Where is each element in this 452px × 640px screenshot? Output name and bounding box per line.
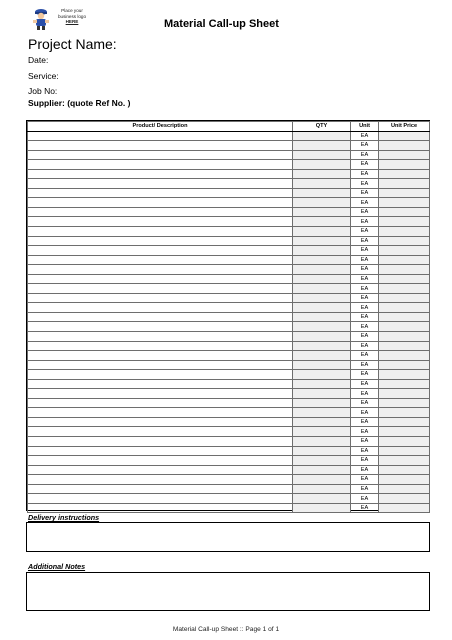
unit-cell: EA <box>351 465 379 475</box>
description-cell[interactable] <box>28 370 293 380</box>
unit-cell: EA <box>351 456 379 466</box>
delivery-instructions-box[interactable] <box>26 522 430 552</box>
table-row <box>28 265 430 275</box>
qty-cell[interactable] <box>293 217 351 227</box>
unit-price-cell[interactable] <box>379 427 430 437</box>
qty-cell[interactable] <box>293 255 351 265</box>
qty-cell[interactable] <box>293 179 351 189</box>
table-row <box>28 437 430 447</box>
qty-cell[interactable] <box>293 475 351 485</box>
qty-cell[interactable] <box>293 188 351 198</box>
table-row <box>28 370 430 380</box>
unit-cell: EA <box>351 331 379 341</box>
header-qty: QTY <box>293 122 351 132</box>
description-cell[interactable] <box>28 465 293 475</box>
table-row <box>28 246 430 256</box>
description-cell[interactable] <box>28 408 293 418</box>
unit-cell: EA <box>351 389 379 399</box>
description-cell[interactable] <box>28 303 293 313</box>
description-cell[interactable] <box>28 427 293 437</box>
unit-cell: EA <box>351 169 379 179</box>
unit-cell: EA <box>351 312 379 322</box>
unit-price-cell[interactable] <box>379 503 430 513</box>
description-cell[interactable] <box>28 456 293 466</box>
unit-cell: EA <box>351 341 379 351</box>
description-cell[interactable] <box>28 446 293 456</box>
qty-cell[interactable] <box>293 141 351 151</box>
description-cell[interactable] <box>28 475 293 485</box>
qty-cell[interactable] <box>293 322 351 332</box>
unit-price-cell[interactable] <box>379 226 430 236</box>
description-cell[interactable] <box>28 351 293 361</box>
description-cell[interactable] <box>28 265 293 275</box>
description-cell[interactable] <box>28 207 293 217</box>
table-row <box>28 293 430 303</box>
qty-cell[interactable] <box>293 284 351 294</box>
unit-cell: EA <box>351 303 379 313</box>
unit-price-cell[interactable] <box>379 341 430 351</box>
table-row <box>28 131 430 141</box>
table-header-row <box>28 122 430 132</box>
unit-price-cell[interactable] <box>379 169 430 179</box>
project-name-label: Project Name: <box>28 36 117 52</box>
unit-cell: EA <box>351 150 379 160</box>
unit-price-cell[interactable] <box>379 255 430 265</box>
qty-cell[interactable] <box>293 465 351 475</box>
qty-cell[interactable] <box>293 341 351 351</box>
description-cell[interactable] <box>28 484 293 494</box>
unit-cell: EA <box>351 408 379 418</box>
unit-cell: EA <box>351 322 379 332</box>
description-cell[interactable] <box>28 389 293 399</box>
worker-mascot-icon <box>30 7 52 31</box>
additional-notes-box[interactable] <box>26 572 430 611</box>
description-cell[interactable] <box>28 131 293 141</box>
table-row <box>28 255 430 265</box>
table-row <box>28 341 430 351</box>
qty-cell[interactable] <box>293 169 351 179</box>
unit-price-cell[interactable] <box>379 465 430 475</box>
qty-cell[interactable] <box>293 293 351 303</box>
description-cell[interactable] <box>28 284 293 294</box>
qty-cell[interactable] <box>293 484 351 494</box>
qty-cell[interactable] <box>293 389 351 399</box>
table-row <box>28 284 430 294</box>
service-field: Service: <box>28 71 59 81</box>
description-cell[interactable] <box>28 160 293 170</box>
unit-price-cell[interactable] <box>379 331 430 341</box>
unit-cell: EA <box>351 398 379 408</box>
qty-cell[interactable] <box>293 226 351 236</box>
job-no-field: Job No: <box>28 86 58 96</box>
qty-cell[interactable] <box>293 303 351 313</box>
unit-cell: EA <box>351 484 379 494</box>
table-row <box>28 494 430 504</box>
document-title: Material Call-up Sheet <box>164 18 279 30</box>
table-row <box>28 446 430 456</box>
table-row <box>28 207 430 217</box>
unit-price-cell[interactable] <box>379 437 430 447</box>
unit-price-cell[interactable] <box>379 207 430 217</box>
unit-cell: EA <box>351 226 379 236</box>
qty-cell[interactable] <box>293 312 351 322</box>
unit-cell: EA <box>351 293 379 303</box>
unit-price-cell[interactable] <box>379 370 430 380</box>
unit-cell: EA <box>351 437 379 447</box>
unit-cell: EA <box>351 351 379 361</box>
description-cell[interactable] <box>28 437 293 447</box>
description-cell[interactable] <box>28 179 293 189</box>
unit-cell: EA <box>351 417 379 427</box>
unit-cell: EA <box>351 207 379 217</box>
unit-price-cell[interactable] <box>379 303 430 313</box>
description-cell[interactable] <box>28 312 293 322</box>
table-row <box>28 398 430 408</box>
table-row <box>28 408 430 418</box>
table-row <box>28 312 430 322</box>
qty-cell[interactable] <box>293 370 351 380</box>
table-row <box>28 198 430 208</box>
unit-price-cell[interactable] <box>379 351 430 361</box>
table-row <box>28 484 430 494</box>
unit-cell: EA <box>351 179 379 189</box>
qty-cell[interactable] <box>293 131 351 141</box>
table-row <box>28 169 430 179</box>
table-row <box>28 503 430 513</box>
unit-price-cell[interactable] <box>379 379 430 389</box>
table-row <box>28 351 430 361</box>
qty-cell[interactable] <box>293 494 351 504</box>
delivery-instructions-label: Delivery instructions <box>28 513 100 522</box>
unit-cell: EA <box>351 379 379 389</box>
table-row <box>28 236 430 246</box>
business-logo <box>30 7 90 31</box>
unit-price-cell[interactable] <box>379 484 430 494</box>
unit-cell: EA <box>351 188 379 198</box>
description-cell[interactable] <box>28 360 293 370</box>
description-cell[interactable] <box>28 226 293 236</box>
additional-notes-label: Additional Notes <box>28 562 86 571</box>
unit-cell: EA <box>351 370 379 380</box>
description-cell[interactable] <box>28 398 293 408</box>
unit-price-cell[interactable] <box>379 236 430 246</box>
description-cell[interactable] <box>28 293 293 303</box>
qty-cell[interactable] <box>293 265 351 275</box>
header-unit: Unit <box>351 122 379 132</box>
date-field: Date: <box>28 55 49 65</box>
description-cell[interactable] <box>28 341 293 351</box>
page-footer: Material Call-up Sheet :: Page 1 of 1 <box>172 626 280 633</box>
table-row <box>28 360 430 370</box>
table-row <box>28 389 430 399</box>
unit-cell: EA <box>351 160 379 170</box>
table-row <box>28 141 430 151</box>
qty-cell[interactable] <box>293 351 351 361</box>
table-row <box>28 456 430 466</box>
table-row <box>28 303 430 313</box>
unit-price-cell[interactable] <box>379 265 430 275</box>
unit-price-cell[interactable] <box>379 408 430 418</box>
description-cell[interactable] <box>28 246 293 256</box>
unit-price-cell[interactable] <box>379 160 430 170</box>
unit-cell: EA <box>351 475 379 485</box>
table-row <box>28 217 430 227</box>
qty-cell[interactable] <box>293 398 351 408</box>
qty-cell[interactable] <box>293 456 351 466</box>
qty-cell[interactable] <box>293 207 351 217</box>
description-cell[interactable] <box>28 217 293 227</box>
header-product-description: Product/ Description <box>28 122 293 132</box>
unit-cell: EA <box>351 255 379 265</box>
unit-price-cell[interactable] <box>379 131 430 141</box>
unit-price-cell[interactable] <box>379 446 430 456</box>
description-cell[interactable] <box>28 379 293 389</box>
table-row <box>28 427 430 437</box>
qty-cell[interactable] <box>293 379 351 389</box>
unit-cell: EA <box>351 274 379 284</box>
unit-price-cell[interactable] <box>379 494 430 504</box>
description-cell[interactable] <box>28 188 293 198</box>
unit-price-cell[interactable] <box>379 475 430 485</box>
qty-cell[interactable] <box>293 331 351 341</box>
qty-cell[interactable] <box>293 360 351 370</box>
unit-price-cell[interactable] <box>379 360 430 370</box>
unit-price-cell[interactable] <box>379 284 430 294</box>
description-cell[interactable] <box>28 417 293 427</box>
unit-price-cell[interactable] <box>379 150 430 160</box>
unit-price-cell[interactable] <box>379 417 430 427</box>
unit-price-cell[interactable] <box>379 322 430 332</box>
description-cell[interactable] <box>28 503 293 513</box>
unit-price-cell[interactable] <box>379 198 430 208</box>
table-row <box>28 188 430 198</box>
qty-cell[interactable] <box>293 150 351 160</box>
table-row <box>28 150 430 160</box>
logo-placeholder-text: Place your business logo HERE <box>57 8 87 25</box>
unit-price-cell[interactable] <box>379 179 430 189</box>
unit-cell: EA <box>351 360 379 370</box>
unit-price-cell[interactable] <box>379 389 430 399</box>
qty-cell[interactable] <box>293 274 351 284</box>
unit-price-cell[interactable] <box>379 293 430 303</box>
unit-cell: EA <box>351 217 379 227</box>
qty-cell[interactable] <box>293 236 351 246</box>
unit-cell: EA <box>351 246 379 256</box>
description-cell[interactable] <box>28 274 293 284</box>
unit-cell: EA <box>351 131 379 141</box>
description-cell[interactable] <box>28 322 293 332</box>
description-cell[interactable] <box>28 236 293 246</box>
unit-cell: EA <box>351 503 379 513</box>
unit-price-cell[interactable] <box>379 312 430 322</box>
table-row <box>28 226 430 236</box>
unit-price-cell[interactable] <box>379 398 430 408</box>
unit-cell: EA <box>351 141 379 151</box>
qty-cell[interactable] <box>293 198 351 208</box>
header-unit-price: Unit Price <box>379 122 430 132</box>
unit-cell: EA <box>351 198 379 208</box>
table-row <box>28 331 430 341</box>
unit-price-cell[interactable] <box>379 456 430 466</box>
unit-price-cell[interactable] <box>379 246 430 256</box>
unit-cell: EA <box>351 265 379 275</box>
qty-cell[interactable] <box>293 246 351 256</box>
qty-cell[interactable] <box>293 437 351 447</box>
description-cell[interactable] <box>28 331 293 341</box>
table-row <box>28 322 430 332</box>
qty-cell[interactable] <box>293 503 351 513</box>
unit-cell: EA <box>351 427 379 437</box>
table-row <box>28 465 430 475</box>
description-cell[interactable] <box>28 198 293 208</box>
qty-cell[interactable] <box>293 160 351 170</box>
description-cell[interactable] <box>28 150 293 160</box>
unit-cell: EA <box>351 494 379 504</box>
description-cell[interactable] <box>28 169 293 179</box>
unit-cell: EA <box>351 284 379 294</box>
unit-price-cell[interactable] <box>379 274 430 284</box>
table-row <box>28 160 430 170</box>
table-row <box>28 417 430 427</box>
qty-cell[interactable] <box>293 446 351 456</box>
table-row <box>28 274 430 284</box>
unit-price-cell[interactable] <box>379 141 430 151</box>
table-row <box>28 379 430 389</box>
materials-table <box>26 120 430 511</box>
unit-price-cell[interactable] <box>379 217 430 227</box>
description-cell[interactable] <box>28 141 293 151</box>
table-row <box>28 475 430 485</box>
qty-cell[interactable] <box>293 427 351 437</box>
description-cell[interactable] <box>28 494 293 504</box>
qty-cell[interactable] <box>293 417 351 427</box>
supplier-field: Supplier: (quote Ref No. ) <box>28 98 131 108</box>
unit-cell: EA <box>351 446 379 456</box>
unit-cell: EA <box>351 236 379 246</box>
unit-price-cell[interactable] <box>379 188 430 198</box>
description-cell[interactable] <box>28 255 293 265</box>
qty-cell[interactable] <box>293 408 351 418</box>
table-row <box>28 179 430 189</box>
